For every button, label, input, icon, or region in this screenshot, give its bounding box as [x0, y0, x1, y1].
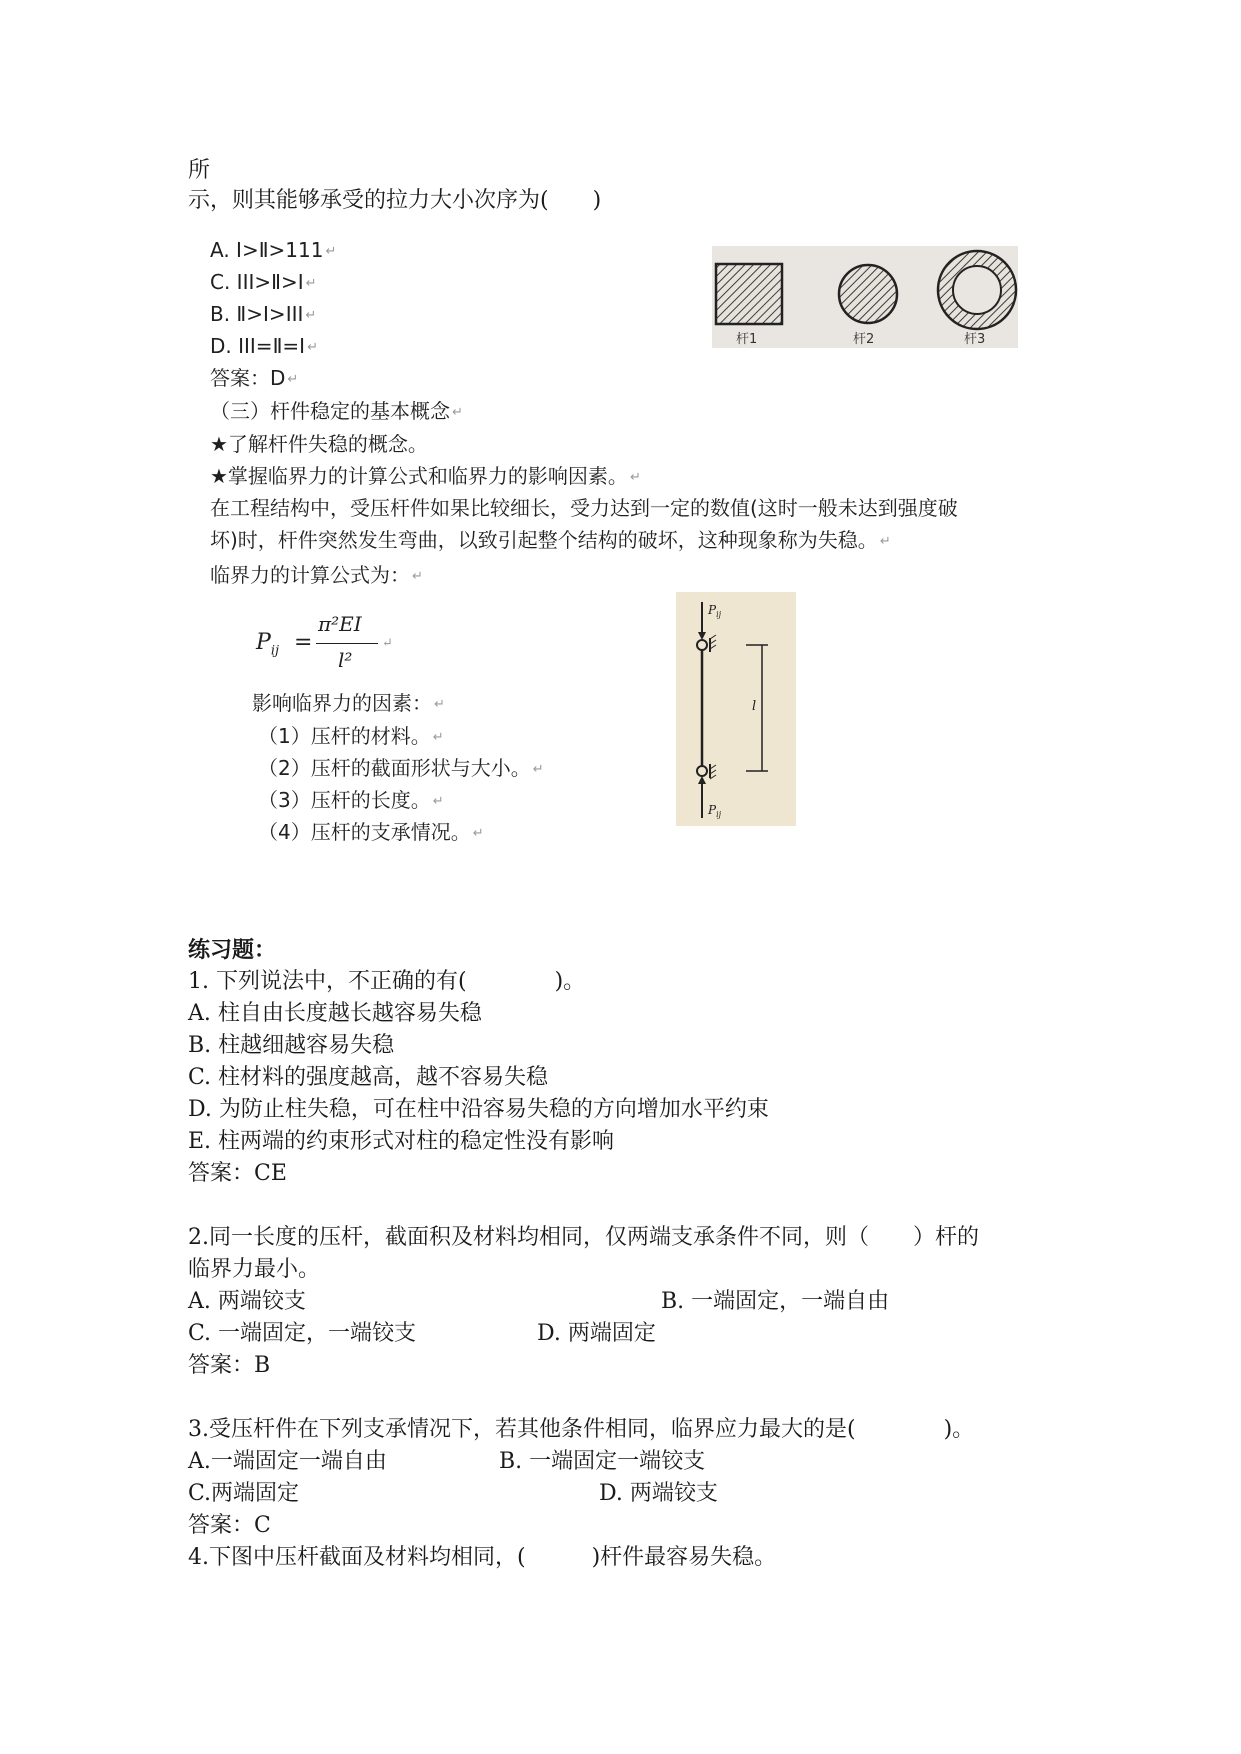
scan-option-b: B. Ⅱ>I>III ↵: [210, 302, 317, 326]
bar2-label: 杆2: [853, 332, 875, 347]
bar3-label: 杆3: [964, 332, 986, 347]
instability-paragraph-line2: 坏)时，杆件突然发生弯曲，以致引起整个结构的破坏，这种现象称为失稳。 ↵: [210, 528, 891, 552]
formula-intro: 临界力的计算公式为： ↵: [210, 563, 423, 587]
q1-answer: 答案：CE: [188, 1161, 287, 1186]
q4-stem: 4.下图中压杆截面及材料均相同，( )杆件最容易失稳。: [188, 1545, 777, 1570]
factors-title: 影响临界力的因素： ↵: [252, 691, 445, 715]
scan-answer: 答案：D ↵: [210, 366, 299, 390]
q2-answer: 答案：B: [188, 1353, 271, 1378]
q1-option-c: C. 柱材料的强度越高，越不容易失稳: [188, 1065, 549, 1090]
q2-option-d: D. 两端固定: [537, 1321, 656, 1346]
q1-option-d: D. 为防止柱失稳，可在柱中沿容易失稳的方向增加水平约束: [188, 1097, 769, 1122]
objective-critical-force: ★掌握临界力的计算公式和临界力的影响因素。 ↵: [210, 464, 641, 488]
exercises-title: 练习题：: [188, 937, 277, 963]
section-heading: （三）杆件稳定的基本概念 ↵: [210, 399, 463, 423]
top-load-label: $P_{ij}$: [708, 603, 722, 619]
q1-option-e: E. 柱两端的约束形式对柱的稳定性没有影响: [188, 1129, 615, 1154]
q1-option-a: A. 柱自由长度越长越容易失稳: [188, 1001, 482, 1026]
q3-option-c: C.两端固定: [188, 1481, 300, 1506]
instability-paragraph-line1: 在工程结构中，受压杆件如果比较细长，受力达到一定的数值(这时一般未达到强度破: [210, 496, 958, 520]
q2-option-a: A. 两端铰支: [188, 1289, 306, 1314]
q3-option-b: B. 一端固定一端铰支: [499, 1449, 706, 1474]
q2-stem-line2: 临界力最小。: [188, 1257, 321, 1282]
q3-stem: 3.受压杆件在下列支承情况下，若其他条件相同，临界应力最大的是( )。: [188, 1417, 975, 1442]
q2-option-c: C. 一端固定，一端铰支: [188, 1321, 417, 1346]
text-fragment-top: 所: [188, 158, 211, 183]
bar1-label: 杆1: [736, 332, 758, 347]
pinned-column-figure: [676, 592, 796, 826]
bar-cross-section-figure: [712, 246, 1018, 348]
factor-4: （4）压杆的支承情况。 ↵: [258, 820, 484, 844]
scan-option-a: A. I>Ⅱ>111 ↵: [210, 238, 337, 262]
formula-numerator: π²EI: [318, 612, 362, 636]
q3-option-a: A.一端固定一端自由: [188, 1449, 387, 1474]
q3-answer: 答案：C: [188, 1513, 271, 1538]
factor-3: （3）压杆的长度。 ↵: [258, 788, 444, 812]
q1-stem: 1. 下列说法中，不正确的有( )。: [188, 969, 586, 994]
critical-force-formula: $P_{ij}$ = π²EI l² ↵: [256, 612, 393, 672]
formula-fraction-bar: [316, 643, 378, 644]
formula-equals: =: [294, 630, 313, 655]
length-label: l: [752, 699, 757, 714]
bar1-square-section: [716, 264, 782, 324]
scan-option-d: D. III=Ⅱ=I ↵: [210, 334, 318, 358]
q1-option-b: B. 柱越细越容易失稳: [188, 1033, 395, 1058]
factor-2: （2）压杆的截面形状与大小。 ↵: [258, 756, 544, 780]
q3-option-d: D. 两端铰支: [599, 1481, 718, 1506]
factor-1: （1）压杆的材料。 ↵: [258, 724, 444, 748]
q2-stem-line1: 2.同一长度的压杆，截面积及材料均相同，仅两端支承条件不同，则（ ）杆的: [188, 1225, 979, 1250]
q2-option-b: B. 一端固定，一端自由: [661, 1289, 890, 1314]
objective-understand-instability: ★了解杆件失稳的概念。: [210, 432, 428, 456]
formula-lhs: $P_{ij}$: [256, 630, 280, 659]
scan-option-c: C. III>Ⅱ>I ↵: [210, 270, 317, 294]
question-stem-tension-order: 示，则其能够承受的拉力大小次序为( ): [188, 188, 602, 213]
bar2-circle-section: [839, 265, 897, 323]
bottom-load-label: $P_{ij}$: [708, 803, 722, 819]
formula-denominator: l²: [338, 648, 353, 672]
